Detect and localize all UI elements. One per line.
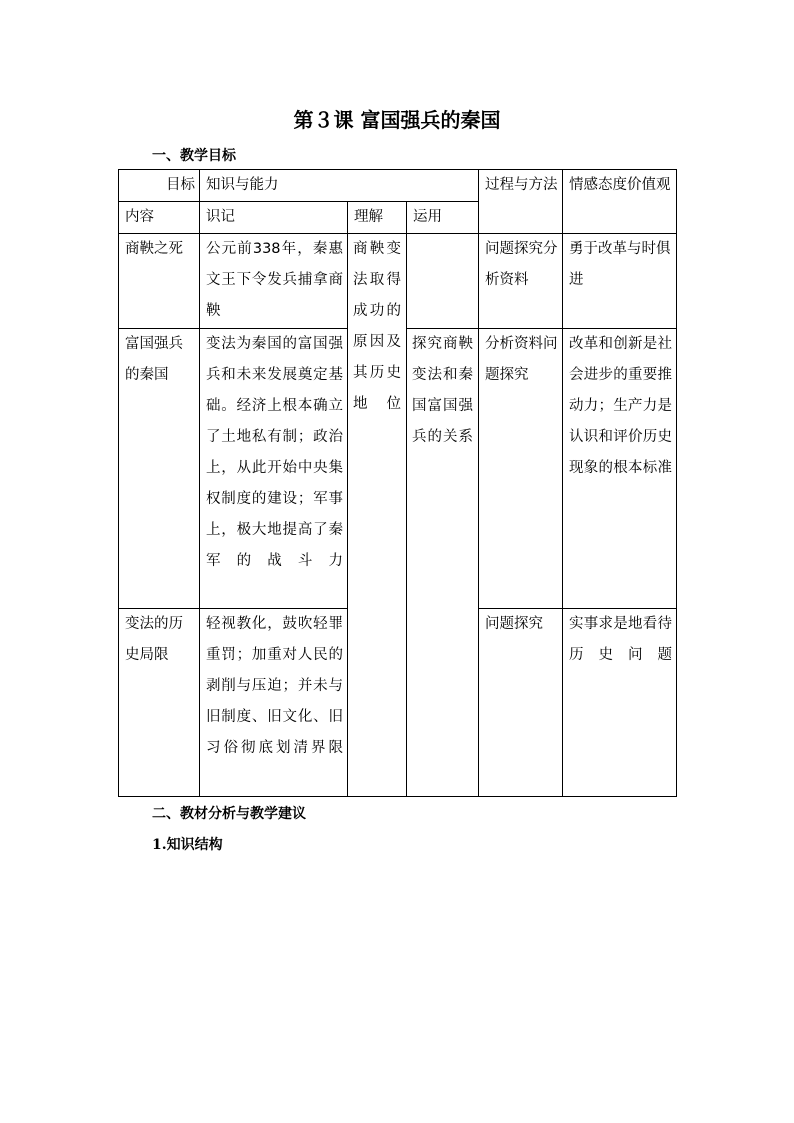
section-heading-analysis: 二、教材分析与教学建议 [152, 806, 306, 822]
page-title: 第３课 富国强兵的秦国 [293, 108, 501, 132]
row-content-shangyang-death: 商鞅之死 [119, 234, 200, 329]
corner-header-top: 目标 [119, 170, 200, 202]
row-remember-rich-strong-qin: 变法为秦国的富国强兵和未来发展奠定基础。经济上根本确立了土地私有制；政治上，从此开始中央集权制度的建设；军事上，极大地提高了秦军的战斗力 [200, 329, 348, 609]
corner-header-bottom: 内容 [119, 202, 200, 234]
header-understand: 理解 [348, 202, 407, 234]
row-content-rich-strong-qin: 富国强兵的秦国 [119, 329, 200, 609]
understand-cell: 商鞅变法取得成功的原因及其历史地位 [348, 234, 407, 797]
apply-cell: 探究商鞅变法和秦国富国强兵的关系 [407, 329, 479, 797]
section-heading-knowledge-structure: 1.知识结构 [152, 837, 223, 853]
row-process-rich-strong-qin: 分析资料问题探究 [479, 329, 563, 609]
teaching-goals-table [118, 169, 677, 797]
row-apply-empty [407, 234, 479, 329]
header-process-method: 过程与方法 [479, 170, 563, 234]
section-heading-teaching-goals: 一、教学目标 [152, 148, 236, 164]
header-remember: 识记 [200, 202, 348, 234]
row-remember-shangyang-death: 公元前338年，秦惠文王下令发兵捕拿商鞅 [200, 234, 348, 329]
row-emotion-rich-strong-qin: 改革和创新是社会进步的重要推动力；生产力是认识和评价历史现象的根本标准 [563, 329, 677, 609]
header-apply: 运用 [407, 202, 479, 234]
row-remember-reform-limits: 轻视教化，鼓吹轻罪重罚；加重对人民的剥削与压迫；并未与旧制度、旧文化、旧习俗彻底划清界限 [200, 609, 348, 797]
header-emotion-attitude: 情感态度价值观 [563, 170, 677, 234]
header-knowledge-ability: 知识与能力 [200, 170, 479, 202]
row-process-shangyang-death: 问题探究分析资料 [479, 234, 563, 329]
row-emotion-reform-limits: 实事求是地看待历史问题 [563, 609, 677, 797]
row-process-reform-limits: 问题探究 [479, 609, 563, 797]
row-emotion-shangyang-death: 勇于改革与时俱进 [563, 234, 677, 329]
row-content-reform-limits: 变法的历史局限 [119, 609, 200, 797]
